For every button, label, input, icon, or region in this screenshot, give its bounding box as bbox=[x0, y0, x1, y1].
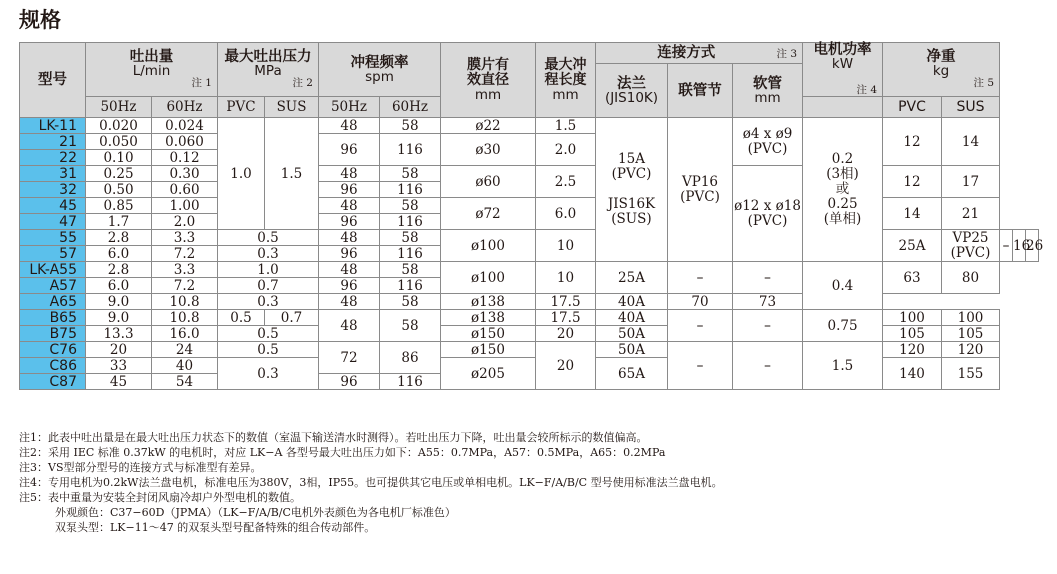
table-row bbox=[20, 342, 1039, 358]
table-cell: 140 bbox=[883, 358, 942, 390]
table-cell: 65A bbox=[596, 358, 668, 390]
table-cell: 9.0 bbox=[86, 310, 152, 326]
table-cell: 96 bbox=[319, 278, 380, 294]
col-rate-50hz: 50Hz bbox=[319, 97, 380, 118]
model-cell: 45 bbox=[20, 198, 86, 214]
table-cell: ø150 bbox=[441, 342, 536, 358]
table-cell: 6.0 bbox=[86, 246, 152, 262]
table-cell: 100 bbox=[942, 310, 1000, 326]
table-cell: 96 bbox=[319, 134, 380, 166]
table-row bbox=[20, 294, 1039, 310]
page-title: 规格 bbox=[19, 8, 61, 32]
table-cell: – bbox=[733, 262, 803, 294]
table-cell: 116 bbox=[380, 214, 441, 230]
col-union-header: 联管节 bbox=[668, 64, 733, 118]
col-model-header: 型号 bbox=[20, 43, 86, 118]
col-pressure-header: 最大吐出压力 MPa 注 2 bbox=[218, 43, 319, 97]
table-cell: ø150 bbox=[441, 326, 536, 342]
table-cell: 50A bbox=[596, 342, 668, 358]
table-cell: 2.0 bbox=[536, 134, 596, 166]
table-cell: 9.0 bbox=[86, 294, 152, 310]
table-cell: 25A bbox=[596, 262, 668, 294]
table-cell: 120 bbox=[883, 342, 942, 358]
table-cell: 10 bbox=[536, 262, 596, 294]
table-cell: – bbox=[668, 342, 733, 390]
model-cell: B75 bbox=[20, 326, 86, 342]
model-cell: C87 bbox=[20, 374, 86, 390]
table-cell: ø100 bbox=[441, 262, 536, 294]
table-cell: 1.0 bbox=[218, 118, 265, 230]
table-cell: 1.5 bbox=[265, 118, 319, 230]
table-cell: 48 bbox=[319, 262, 380, 278]
col-flow-60hz: 60Hz bbox=[152, 97, 218, 118]
table-cell: 10.8 bbox=[152, 310, 218, 326]
table-cell: 10.8 bbox=[152, 294, 218, 310]
table-row bbox=[20, 310, 1039, 326]
table-cell: 40A bbox=[596, 294, 668, 310]
table-cell: 58 bbox=[380, 166, 441, 182]
table-cell: 0.5 bbox=[218, 342, 319, 358]
model-cell: 57 bbox=[20, 246, 86, 262]
table-cell: 116 bbox=[380, 246, 441, 262]
table-cell: 0.3 bbox=[218, 246, 319, 262]
table-cell: 25A bbox=[883, 230, 942, 262]
col-hose-header: 软管 mm bbox=[733, 64, 803, 118]
table-cell: 96 bbox=[319, 374, 380, 390]
table-cell: – bbox=[733, 310, 803, 342]
table-cell: 0.5 bbox=[218, 310, 265, 326]
table-cell: 20 bbox=[86, 342, 152, 358]
table-cell: – bbox=[733, 342, 803, 390]
col-pressure-pvc: PVC bbox=[218, 97, 265, 118]
col-diaphragm-header: 膜片有 效直径 mm bbox=[441, 43, 536, 118]
col-stroke-length-header: 最大冲 程长度 mm bbox=[536, 43, 596, 118]
model-cell: 21 bbox=[20, 134, 86, 150]
table-cell: 3.3 bbox=[152, 262, 218, 278]
table-cell: 0.60 bbox=[152, 182, 218, 198]
table-cell: 58 bbox=[380, 230, 441, 246]
table-header bbox=[20, 43, 1039, 118]
table-cell: 12 bbox=[883, 118, 942, 166]
model-cell: A57 bbox=[20, 278, 86, 294]
table-cell: 21 bbox=[942, 198, 1000, 230]
table-cell: ø12 x ø18 (PVC) bbox=[733, 166, 803, 262]
table-cell: 17.5 bbox=[536, 310, 596, 326]
table-cell: 7.2 bbox=[152, 278, 218, 294]
table-cell: 116 bbox=[380, 374, 441, 390]
table-cell: 6.0 bbox=[86, 278, 152, 294]
table-cell: 45 bbox=[86, 374, 152, 390]
table-cell: 14 bbox=[942, 118, 1000, 166]
table-cell: 58 bbox=[380, 198, 441, 214]
table-cell: 116 bbox=[380, 182, 441, 198]
table-body bbox=[20, 117, 1044, 390]
table-cell: 1.5 bbox=[536, 118, 596, 134]
model-cell: 55 bbox=[20, 230, 86, 246]
table-cell: 40A bbox=[596, 310, 668, 326]
note-line: 注3：VS型部分型号的连接方式与标准型有差异。 bbox=[19, 461, 262, 474]
note-line: 外观颜色：C37−60D（JPMA）（LK−F/A/B/C电机外表颜色为各电机厂标准色） bbox=[55, 506, 456, 519]
col-motor-header: 电机功率 kW 注 4 bbox=[803, 43, 883, 97]
notes-section bbox=[19, 430, 1044, 535]
col-pressure-sus: SUS bbox=[265, 97, 319, 118]
col-flange-header: 法兰 (JIS10K) bbox=[596, 64, 668, 118]
model-cell: C76 bbox=[20, 342, 86, 358]
table-cell: 96 bbox=[319, 182, 380, 198]
table-cell: 0.060 bbox=[152, 134, 218, 150]
table-row bbox=[20, 118, 1039, 134]
col-stroke-rate-header: 冲程频率 spm bbox=[319, 43, 441, 97]
table-row bbox=[20, 166, 1039, 182]
table-cell: 0.7 bbox=[218, 278, 319, 294]
table-cell: 0.5 bbox=[218, 230, 319, 246]
table-cell: 0.4 bbox=[803, 262, 883, 310]
model-cell: 32 bbox=[20, 182, 86, 198]
table-cell: 96 bbox=[319, 246, 380, 262]
table-cell: 3.3 bbox=[152, 230, 218, 246]
table-cell: 0.5 bbox=[218, 326, 319, 342]
col-flow-header: 吐出量 L/min 注 1 bbox=[86, 43, 218, 97]
table-cell: 6.0 bbox=[536, 198, 596, 230]
table-cell: 0.020 bbox=[86, 118, 152, 134]
model-cell: 47 bbox=[20, 214, 86, 230]
table-cell: 1.5 bbox=[803, 342, 883, 390]
table-cell: 20 bbox=[536, 326, 596, 342]
table-cell: 48 bbox=[319, 198, 380, 214]
model-cell: 31 bbox=[20, 166, 86, 182]
table-cell: ø138 bbox=[441, 294, 536, 310]
table-cell: 0.024 bbox=[152, 118, 218, 134]
col-connection-header: 连接方式 注 3 bbox=[596, 43, 803, 64]
table-cell: 155 bbox=[942, 358, 1000, 390]
table-cell: 33 bbox=[86, 358, 152, 374]
table-cell: 48 bbox=[319, 166, 380, 182]
note-line: 注2：采用 IEC 标准 0.37kW 的电机时，对应 LK−A 各型号最大吐出压力如下：A55：0.7MPa，A57：0.5MPa，A65：0.2MPa bbox=[19, 446, 666, 459]
table-cell: 24 bbox=[152, 342, 218, 358]
model-cell: C86 bbox=[20, 358, 86, 374]
table-cell: 2.8 bbox=[86, 230, 152, 246]
table-cell: 63 bbox=[883, 262, 942, 294]
table-cell: 105 bbox=[942, 326, 1000, 342]
table-cell: 100 bbox=[883, 310, 942, 326]
table-cell: 105 bbox=[883, 326, 942, 342]
col-weight-pvc: PVC bbox=[883, 97, 942, 118]
table-cell: 0.2 (3相) 或 0.25 (单相) bbox=[803, 118, 883, 262]
table-cell: 54 bbox=[152, 374, 218, 390]
table-cell: 0.75 bbox=[803, 310, 883, 342]
model-cell: LK-A55 bbox=[20, 262, 86, 278]
table-cell: 86 bbox=[380, 342, 441, 374]
table-row bbox=[20, 358, 1039, 374]
note-line: 注1：此表中吐出量是在最大吐出压力状态下的数值（室温下输送清水时测得）。若吐出压力下降，吐出量会较所标示的数值偏高。 bbox=[19, 431, 648, 444]
table-cell: ø100 bbox=[441, 230, 536, 262]
table-cell: 2.5 bbox=[536, 166, 596, 198]
table-cell: 0.10 bbox=[86, 150, 152, 166]
table-cell: 16 bbox=[1013, 230, 1026, 262]
table-cell: ø138 bbox=[441, 310, 536, 326]
table-cell: 0.50 bbox=[86, 182, 152, 198]
table-cell: 1.0 bbox=[218, 262, 319, 278]
table-cell: 26 bbox=[1025, 230, 1038, 262]
model-cell: B65 bbox=[20, 310, 86, 326]
table-cell: – bbox=[668, 310, 733, 342]
table-cell: ø205 bbox=[441, 358, 536, 390]
table-cell: 1.7 bbox=[86, 214, 152, 230]
table-cell: 12 bbox=[883, 166, 942, 198]
table-cell: 7.2 bbox=[152, 246, 218, 262]
col-weight-sus: SUS bbox=[942, 97, 1000, 118]
model-cell: LK-11 bbox=[20, 118, 86, 134]
table-cell: 16.0 bbox=[152, 326, 218, 342]
table-cell: VP16 (PVC) bbox=[668, 118, 733, 262]
table-cell: 58 bbox=[380, 262, 441, 278]
model-cell: 22 bbox=[20, 150, 86, 166]
table-cell: 14 bbox=[883, 198, 942, 230]
table-cell: 0.12 bbox=[152, 150, 218, 166]
table-cell: 0.25 bbox=[86, 166, 152, 182]
table-cell: 0.85 bbox=[86, 198, 152, 214]
col-motor-blank bbox=[803, 97, 883, 118]
table-cell: 17.5 bbox=[536, 294, 596, 310]
table-cell: 116 bbox=[380, 134, 441, 166]
table-cell: 2.0 bbox=[152, 214, 218, 230]
table-cell: 80 bbox=[942, 262, 1000, 294]
table-cell: ø72 bbox=[441, 198, 536, 230]
table-cell: 116 bbox=[380, 278, 441, 294]
table-cell: 0.3 bbox=[218, 358, 319, 390]
note-line: 注5：表中重量为安装全封闭风扇冷却户外型电机的数值。 bbox=[19, 491, 301, 504]
table-cell: 72 bbox=[319, 342, 380, 374]
table-row bbox=[20, 262, 1039, 278]
table-cell: 48 bbox=[319, 310, 380, 342]
table-cell: 96 bbox=[319, 214, 380, 230]
table-cell: – bbox=[1000, 230, 1013, 262]
table-cell: ø4 x ø9 (PVC) bbox=[733, 118, 803, 166]
table-cell: 73 bbox=[733, 294, 803, 310]
col-flow-50hz: 50Hz bbox=[86, 97, 152, 118]
table-cell: 10 bbox=[536, 230, 596, 262]
model-cell: A65 bbox=[20, 294, 86, 310]
table-cell: 48 bbox=[319, 118, 380, 134]
table-cell: 0.7 bbox=[265, 310, 319, 326]
col-weight-header: 净重 kg 注 5 bbox=[883, 43, 1000, 97]
table-cell: 0.050 bbox=[86, 134, 152, 150]
table-cell: 20 bbox=[536, 342, 596, 390]
table-row bbox=[20, 198, 1039, 214]
table-cell: 58 bbox=[380, 294, 441, 310]
table-cell: 70 bbox=[668, 294, 733, 310]
table-cell: 58 bbox=[380, 118, 441, 134]
table-cell: 0.30 bbox=[152, 166, 218, 182]
table-cell: ø30 bbox=[441, 134, 536, 166]
table-cell: 48 bbox=[319, 294, 380, 310]
col-rate-60hz: 60Hz bbox=[380, 97, 441, 118]
note-line: 双泵头型：LK−11～47 的双泵头型号配备特殊的组合传动部件。 bbox=[55, 521, 376, 534]
table-cell: 48 bbox=[319, 230, 380, 246]
table-cell: 17 bbox=[942, 166, 1000, 198]
table-cell: 2.8 bbox=[86, 262, 152, 278]
note-line: 注4：专用电机为0.2kW法兰盘电机，标准电压为380V，3相，IP55。也可提供其它电压或单相电机。LK−F/A/B/C 型号使用标准法兰盘电机。 bbox=[19, 476, 723, 489]
table-row bbox=[20, 230, 1039, 246]
spec-table bbox=[19, 42, 1044, 390]
table-cell: 1.00 bbox=[152, 198, 218, 214]
table-cell: VP25 (PVC) bbox=[942, 230, 1000, 262]
table-cell: 13.3 bbox=[86, 326, 152, 342]
table-row bbox=[20, 326, 1039, 342]
table-cell: ø60 bbox=[441, 166, 536, 198]
table-cell: – bbox=[668, 262, 733, 294]
table-cell: 120 bbox=[942, 342, 1000, 358]
table-cell: ø22 bbox=[441, 118, 536, 134]
table-cell: 58 bbox=[380, 310, 441, 342]
table-cell: 15A (PVC) JIS16K (SUS) bbox=[596, 118, 668, 262]
table-cell: 0.3 bbox=[218, 294, 319, 310]
table-cell: 40 bbox=[152, 358, 218, 374]
table-cell: 50A bbox=[596, 326, 668, 342]
